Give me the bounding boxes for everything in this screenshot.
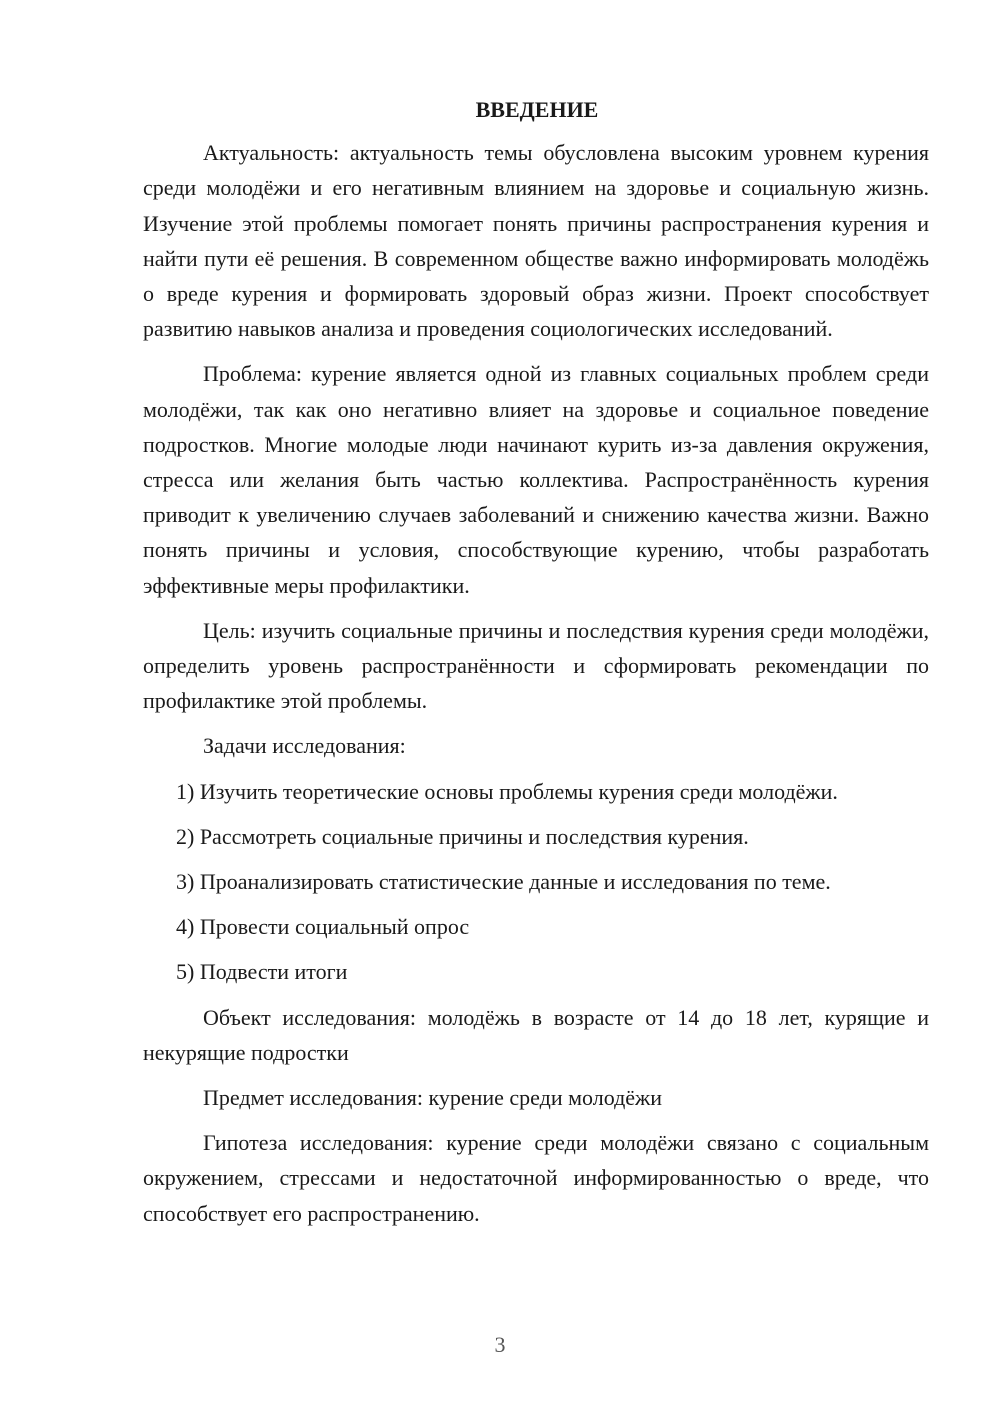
page-number: 3: [494, 1332, 506, 1357]
relevance-paragraph: Актуальность: актуальность темы обусловлена высоким уровнем курения среди молодёжи и его негативным влиянием на здоровье и социальную жизнь. Изучение этой проблемы помогает понять причины распространения курения и найти пути её решения. В современном обществе важно информировать молодёжь о вреде курения и формировать здоровый образ жизни. Проект способствует развитию навыков анализа и проведения социологических исследований.: [143, 140, 929, 342]
document-page: [143, 92, 929, 1241]
object-paragraph: Объект исследования: молодёжь в возрасте от 14 до 18 лет, курящие и некурящие подростки: [143, 1004, 929, 1065]
subject-paragraph: Предмет исследования: курение среди молодёжи: [203, 1085, 663, 1111]
list-item: 1) Изучить теоретические основы проблемы курения среди молодёжи.: [176, 778, 838, 804]
problem-paragraph: Проблема: курение является одной из главных социальных проблем среди молодёжи, так как оно негативно влияет на здоровье и социальное поведение подростков. Многие молодые люди начинают курить из-за давления окружения, стресса или желания быть частью коллектива. Распространённость курения приводит к увеличению случаев заболеваний и снижению качества жизни. Важно понять причины и условия, способствующие курению, чтобы разработать эффективные меры профилактики.: [143, 361, 929, 598]
goal-paragraph: Цель: изучить социальные причины и последствия курения среди молодёжи, определить уровень распространённости и сформировать рекомендации по профилактике этой проблемы.: [143, 617, 929, 714]
tasks-heading: Задачи исследования:: [203, 733, 406, 759]
list-item: 2) Рассмотреть социальные причины и последствия курения.: [176, 823, 749, 849]
list-item: 4) Провести социальный опрос: [176, 914, 470, 940]
section-title: ВВЕДЕНИЕ: [475, 97, 599, 122]
tasks-list: [143, 774, 929, 990]
list-item: 3) Проанализировать статистические данные и исследования по теме.: [176, 869, 831, 895]
hypothesis-paragraph: Гипотеза исследования: курение среди молодёжи связано с социальным окружением, стрессами и недостаточной информированностью о вреде, что способствует его распространению.: [143, 1130, 929, 1226]
list-item: 5) Подвести итоги: [176, 959, 348, 985]
